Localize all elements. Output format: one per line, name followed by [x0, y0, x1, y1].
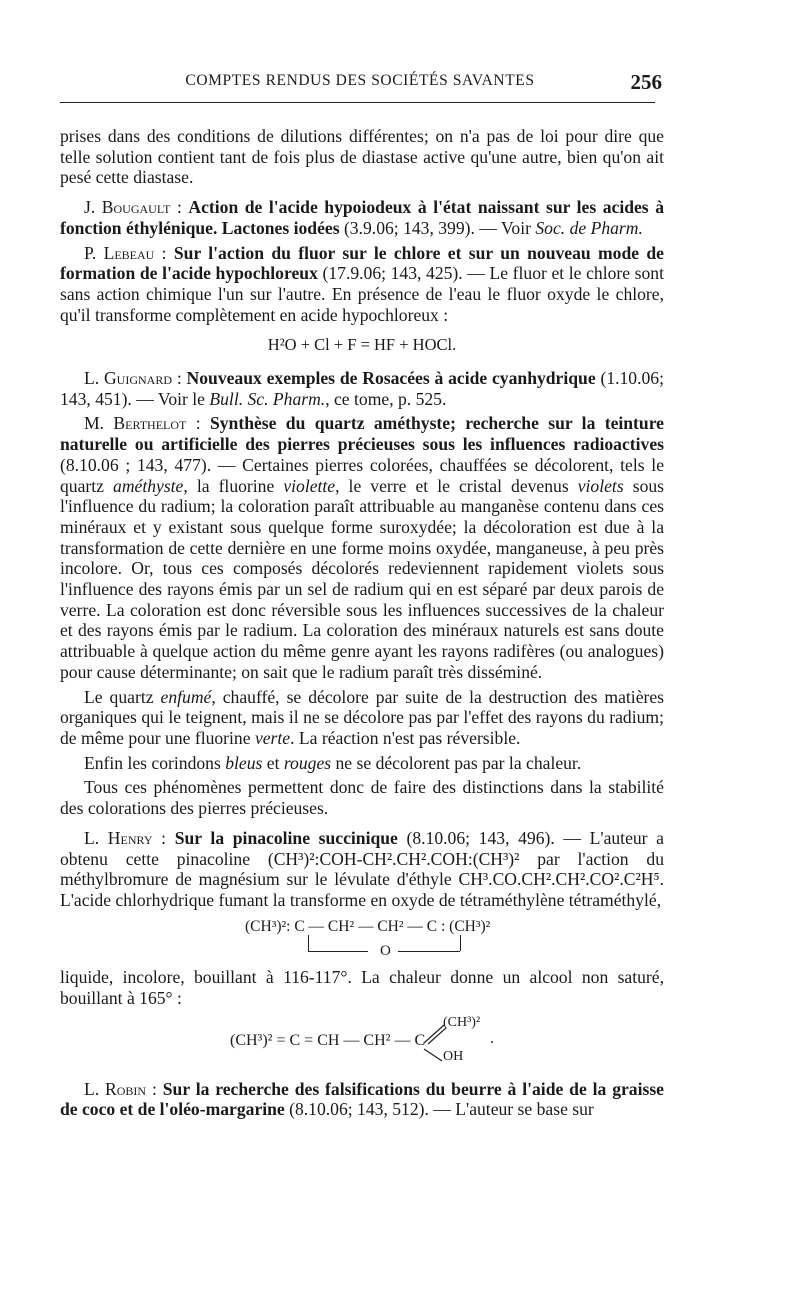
entry-title: Nouveaux exemples de Rosacées à acide cyanhydrique	[186, 368, 596, 389]
page-number: 256	[630, 70, 662, 94]
formula-oxide: (CH³)²: C — CH² — CH² — C : (CH³)²	[245, 917, 491, 935]
entry-text: et	[262, 752, 284, 773]
bridge-line	[308, 951, 368, 952]
bridge-tick	[460, 935, 461, 951]
entry-author: M. Berthelot	[84, 413, 187, 434]
entry-journal: Soc. de Pharm.	[535, 217, 643, 238]
entry-henry: L. Henry : Sur la pinacoline succinique (8.10.06; 143, 496). — L'auteur a obtenu cette pinacoline (CH³)²:COH-CH².CH².COH:(CH³)² par l'action du méthylbromure de magnésium sur le lévulate d'éthyle CH³.CO.CH².CH².CO².C²H⁵. L'acide chlorhydrique fumant la transforme en oxyde de tétraméthylène tétraméthylé,	[60, 827, 664, 910]
entry-title: Synthèse du quartz améthyste	[209, 413, 451, 434]
entry-bougault: J. Bougault : Action de l'acide hypoiodeux à l'état naissant sur les acides à fonction éthylénique. Lactones iodées (3.9.06; 143, 399). — Voir Soc. de Pharm.	[60, 197, 664, 238]
entry-text: ne se décolorent pas par la chaleur.	[331, 752, 582, 773]
entry-text: , le verre et le cristal devenus	[335, 475, 578, 496]
entry-author: L. Robin	[84, 1078, 147, 1099]
entry-author: L. Guignard	[84, 368, 172, 389]
entry-robin: L. Robin : Sur la recherche des falsifications du beurre à l'aide de la graisse de coco et de l'oléo-margarine (8.10.06; 143, 512). — L'auteur se base sur	[60, 1078, 664, 1120]
bridge-oxygen: O	[380, 943, 391, 960]
italic-term: améthyste	[113, 475, 184, 496]
entry-title: Action de l'acide hypoiodeux à l'état naissant sur les acides à fonction éthylénique. Lactones iodées	[60, 197, 664, 238]
entry-author: P. Lebeau	[84, 242, 155, 263]
entry-text: sous l'influence du radium; la coloration paraît attribuable au manganèse contenu dans ces minéraux et y existant sous quelque forme suroxydée; la décoloration est due à la transformation de cette dernière en une forme moins oxydée, manganeuse, à peu près incolore. Or, tous ces composés décolorés redeviennent rapidement violets sous l'influence des rayons émis par un sel de radium qui en est séparé par deux parois de verre. La coloration est donc réversible sous les influences successives de la chaleur et des rayons émis par le radium. La coloration des minéraux naturels est sans doute attribuable à quelque action du même genre ayant les rayons radifères (ou analogues) pour cause déterminante; on sait que le radium paraît très disséminé.	[60, 475, 665, 682]
berthelot-paragraph-4: Tous ces phénomènes permettent donc de faire des distinctions dans la stabilité des colorations des pierres précieuses.	[60, 777, 664, 819]
entry-berthelot: M. Berthelot : Synthèse du quartz améthyste; recherche sur la teinture naturelle ou artificielle des pierres précieuses sous les influences radioactives (8.10.06 ; 143, 477). — Certaines pierres colorées, chauffées se décolorent, tels le quartz améthyste, la fluorine violette, le verre et le cristal devenus violets sous l'influence du radium; la coloration paraît attribuable au manganèse contenu dans ces minéraux et y existant sous quelque forme suroxydée; la décoloration est due à la transformation de cette dernière en une forme moins oxydée, manganeuse, à peu près incolore. Or, tous ces composés décolorés redeviennent rapidement violets sous l'influence des rayons émis par un sel de radium qui en est séparé par deux parois de verre. La coloration est donc réversible sous les influences successives de la chaleur et des rayons émis par le radium. La coloration des minéraux naturels est sans doute attribuable à quelque action du même genre ayant les rayons radifères (ou analogues) pour cause déterminante; on sait que le radium paraît très disséminé.	[60, 413, 665, 682]
entry-text: , la fluorine	[183, 475, 284, 496]
header-rule	[60, 102, 655, 103]
bond-up	[424, 1025, 444, 1043]
entry-title: Sur la recherche des falsifications du beurre à l'aide de la graisse de coco et de l'oléo-margarine	[60, 1078, 664, 1120]
entry-journal: Bull. Sc. Pharm.	[209, 388, 326, 409]
entry-text: (8.10.06; 143, 496). — L'auteur a obtenu cette pinacoline (CH³)²:COH-CH².CH².COH:(CH³)² par l'action du méthylbromure de magnésium sur le lévulate d'éthyle CH³.CO.CH².CH².CO².C²H⁵. L'acide chlorhydrique fumant la transforme en oxyde de tétraméthylène tétraméthylé,	[60, 827, 664, 910]
entry-text: (8.10.06 ; 143, 477). — Certaines pierres colorées, chauffées se décolorent, tels le quartz	[60, 454, 664, 496]
henry-continuation: liquide, incolore, bouillant à 116-117°. La chaleur donne un alcool non saturé, bouillant à 165° :	[60, 967, 664, 1009]
entry-text: (8.10.06; 143, 512). — L'auteur se base sur	[284, 1099, 594, 1120]
italic-term: enfumé	[160, 686, 212, 707]
entry-ref: (3.9.06; 143, 399). — Voir	[339, 217, 536, 238]
formula-alcohol	[60, 1013, 664, 1073]
entry-text: Enfin les corindons	[84, 752, 226, 773]
entry-author: J. Bougault	[84, 197, 171, 218]
formula-alcohol-main: (CH³)² = C = CH — CH² — C	[230, 1031, 426, 1049]
entry-guignard: L. Guignard : Nouveaux exemples de Rosacées à acide cyanhydrique (1.10.06; 143, 451). — Voir le Bull. Sc. Pharm., ce tome, p. 525.	[60, 368, 664, 409]
formula-alcohol-lower: OH	[443, 1048, 464, 1064]
formula-oxide-bridge	[60, 941, 664, 961]
entry-text: Le quartz	[84, 686, 161, 707]
berthelot-paragraph-3	[60, 753, 664, 774]
bridge-line	[398, 951, 460, 952]
italic-term: rouges	[283, 752, 332, 773]
italic-term: violets	[577, 475, 624, 496]
entry-text: . La réaction n'est pas réversible.	[290, 727, 521, 748]
running-title: COMPTES RENDUS DES SOCIÉTÉS SAVANTES	[185, 72, 535, 89]
berthelot-paragraph-2	[60, 687, 664, 749]
italic-term: verte	[254, 727, 291, 748]
entry-author: L. Henry	[84, 827, 153, 848]
bridge-tick	[308, 935, 309, 951]
entry-text: (1.10.06; 143, 451). — Voir le	[60, 368, 664, 409]
italic-term: bleus	[225, 752, 263, 773]
bond-down	[424, 1049, 442, 1061]
page-body	[60, 126, 664, 1124]
paragraph-continuation: prises dans des conditions de dilutions différentes; on n'a pas de loi pour dire que telle solution contient tant de fois plus de diastase active qu'une autre, bien qu'on ait pesé cette diastase.	[60, 126, 664, 188]
entry-text: (17.9.06; 143, 425). — Le fluor et le chlore sont sans action chimique l'un sur l'autre. En présence de l'eau le fluor oxyde le chlore, qu'il transforme complètement en acide hypochloreux :	[60, 263, 664, 325]
entry-lebeau: P. Lebeau : Sur l'action du fluor sur le chlore et sur un nouveau mode de formation de l'acide hypochloreux (17.9.06; 143, 425). — Le fluor et le chlore sont sans action chimique l'un sur l'autre. En présence de l'eau le fluor oxyde le chlore, qu'il transforme complètement en acide hypochloreux :	[60, 242, 664, 325]
formula-alcohol-end: .	[490, 1029, 494, 1047]
entry-title: Sur l'action du fluor sur le chlore et sur un nouveau mode de formation de l'acide hypochloreux	[60, 242, 664, 284]
entry-text-end: , ce tome, p. 525.	[325, 388, 447, 409]
entry-subtitle: ; recherche sur la teinture naturelle ou artificielle des pierres précieuses sous les influences radioactives	[60, 413, 664, 455]
entry-title: Sur la pinacoline succinique	[174, 827, 398, 848]
entry-text: , chauffé, se décolore par suite de la destruction des matières organiques qui le teignent, mais il ne se décolore pas par l'effet des rayons du radium; de même pour une fluorine	[60, 686, 665, 748]
formula-alcohol-upper: (CH³)²	[443, 1014, 481, 1030]
formula-hypochlorous: H²O + Cl + F = HF + HOCl.	[267, 335, 457, 355]
italic-term: violette	[283, 475, 336, 496]
